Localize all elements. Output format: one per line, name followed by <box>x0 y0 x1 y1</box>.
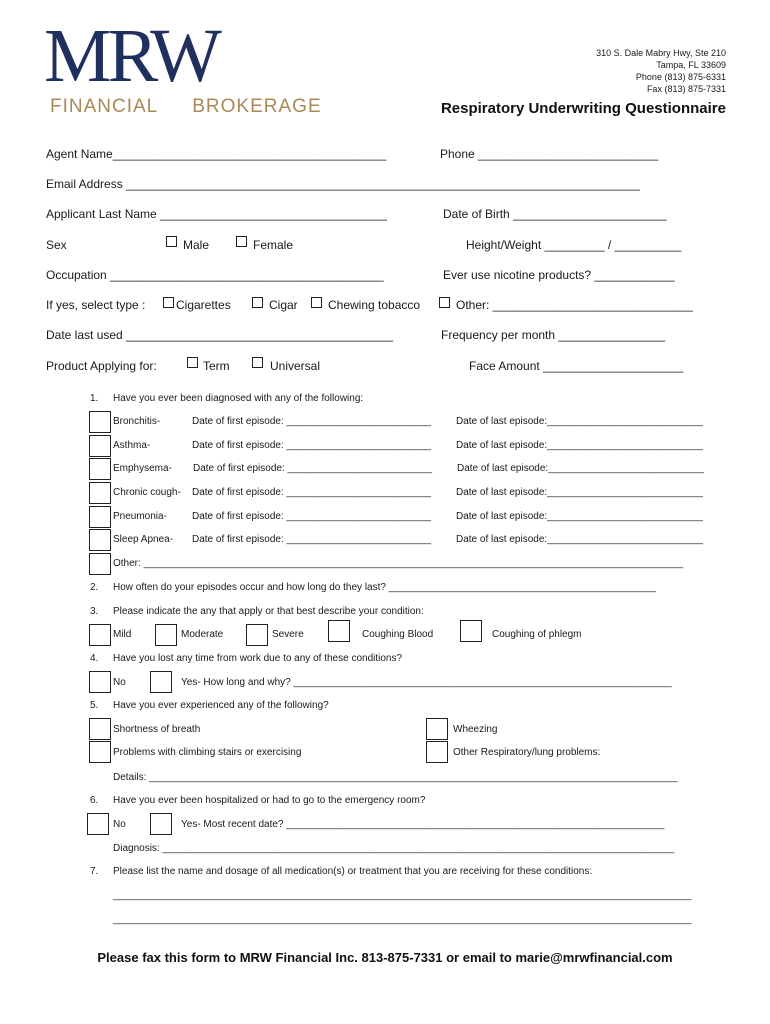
phone-field[interactable]: Phone ___________________________ <box>440 147 659 161</box>
height-weight-field[interactable]: Height/Weight _________ / __________ <box>466 238 682 252</box>
q6-number: 6. <box>90 795 99 806</box>
q4-no-label: No <box>113 677 126 688</box>
q6-text: Have you ever been hospitalized or had to go to the emergency room? <box>113 795 426 806</box>
q5-number: 5. <box>90 700 99 711</box>
chronic-cough-checkbox[interactable] <box>89 482 111 504</box>
q5-text: Have you ever experienced any of the following? <box>113 700 329 711</box>
last-episode-field[interactable]: Date of last episode:____________________________ <box>456 440 703 451</box>
q4-yes-field[interactable]: Yes- How long and why? ____________________________________________________________________ <box>181 677 672 688</box>
bronchitis-checkbox[interactable] <box>89 411 111 433</box>
nicotine-field[interactable]: Ever use nicotine products? ____________ <box>443 268 675 282</box>
q4-yes-checkbox[interactable] <box>150 671 172 693</box>
address-line: Tampa, FL 33609 <box>656 60 726 70</box>
cigarettes-checkbox[interactable] <box>163 297 174 308</box>
q1-text: Have you ever been diagnosed with any of the following: <box>113 393 364 404</box>
last-episode-field[interactable]: Date of last episode:____________________________ <box>457 463 704 474</box>
cigar-label: Cigar <box>269 298 298 312</box>
agent-name-field[interactable]: Agent Name_________________________________________ <box>46 147 387 161</box>
q7-number: 7. <box>90 866 99 877</box>
first-episode-field[interactable]: Date of first episode: __________________________ <box>193 463 433 474</box>
mild-checkbox[interactable] <box>89 624 111 646</box>
condition-label: Chronic cough- <box>113 487 181 498</box>
universal-label: Universal <box>270 359 321 373</box>
mild-label: Mild <box>113 629 132 640</box>
frequency-field[interactable]: Frequency per month ________________ <box>441 328 666 342</box>
applicant-last-name-field[interactable]: Applicant Last Name __________________________________ <box>46 207 387 221</box>
q4-text: Have you lost any time from work due to any of these conditions? <box>113 653 403 664</box>
first-episode-field[interactable]: Date of first episode: __________________________ <box>192 534 432 545</box>
q7-text: Please list the name and dosage of all medication(s) or treatment that you are receiving for these conditions: <box>113 866 593 877</box>
address-phone: Phone (813) 875-6331 <box>635 72 726 82</box>
other-condition-checkbox[interactable] <box>89 553 111 575</box>
product-label: Product Applying for: <box>46 359 157 373</box>
female-label: Female <box>253 238 294 252</box>
coughing-blood-checkbox[interactable] <box>328 620 350 642</box>
severe-checkbox[interactable] <box>246 624 268 646</box>
q4-number: 4. <box>90 653 99 664</box>
moderate-label: Moderate <box>181 629 224 640</box>
company-address <box>596 47 726 95</box>
climbing-stairs-label: Problems with climbing stairs or exercising <box>113 747 302 758</box>
severe-label: Severe <box>272 629 304 640</box>
condition-label: Pneumonia- <box>113 511 167 522</box>
logo-sub-left: FINANCIAL <box>50 96 159 117</box>
last-episode-field[interactable]: Date of last episode:____________________________ <box>456 416 703 427</box>
q2-field[interactable]: How often do your episodes occur and how long do they last? ________________________________________________ <box>113 582 656 593</box>
wheezing-checkbox[interactable] <box>426 718 448 740</box>
male-label: Male <box>183 238 210 252</box>
q7-line-2[interactable]: ________________________________________________________________________________________________________ <box>113 914 692 925</box>
climbing-stairs-checkbox[interactable] <box>89 741 111 763</box>
condition-label: Emphysema- <box>113 463 172 474</box>
chewing-tobacco-checkbox[interactable] <box>311 297 322 308</box>
term-checkbox[interactable] <box>187 357 198 368</box>
footer-instructions: Please fax this form to MRW Financial Inc. 813-875-7331 or email to marie@mrwfinancial.com <box>97 950 673 965</box>
shortness-breath-label: Shortness of breath <box>113 724 201 735</box>
logo-mark: MRW <box>44 14 218 98</box>
moderate-checkbox[interactable] <box>155 624 177 646</box>
address-fax: Fax (813) 875-7331 <box>646 84 726 94</box>
dob-field[interactable]: Date of Birth _______________________ <box>443 207 667 221</box>
other-respiratory-checkbox[interactable] <box>426 741 448 763</box>
emphysema-checkbox[interactable] <box>89 458 111 480</box>
form-title: Respiratory Underwriting Questionnaire <box>440 100 726 117</box>
first-episode-field[interactable]: Date of first episode: __________________________ <box>192 416 432 427</box>
first-episode-field[interactable]: Date of first episode: __________________________ <box>192 487 432 498</box>
q6-no-label: No <box>113 819 126 830</box>
last-episode-field[interactable]: Date of last episode:____________________________ <box>456 487 703 498</box>
last-episode-field[interactable]: Date of last episode:____________________________ <box>456 511 703 522</box>
cigarettes-label: Cigarettes <box>176 298 231 312</box>
condition-label: Bronchitis- <box>113 416 161 427</box>
q7-line-1[interactable]: ________________________________________________________________________________________________________ <box>113 890 692 901</box>
pneumonia-checkbox[interactable] <box>89 506 111 528</box>
other-type-checkbox[interactable] <box>439 297 450 308</box>
q1-number: 1. <box>90 393 99 404</box>
address-line: 310 S. Dale Mabry Hwy, Ste 210 <box>596 48 726 58</box>
universal-checkbox[interactable] <box>252 357 263 368</box>
last-episode-field[interactable]: Date of last episode:____________________________ <box>456 534 703 545</box>
chewing-tobacco-label: Chewing tobacco <box>328 298 421 312</box>
email-field[interactable]: Email Address _____________________________________________________________________________ <box>46 177 640 191</box>
date-last-used-field[interactable]: Date last used ________________________________________ <box>46 328 393 342</box>
coughing-blood-label: Coughing Blood <box>362 629 434 640</box>
sleep-apnea-checkbox[interactable] <box>89 529 111 551</box>
wheezing-label: Wheezing <box>453 724 498 735</box>
first-episode-field[interactable]: Date of first episode: __________________________ <box>192 511 432 522</box>
other-type-field[interactable]: Other: ______________________________ <box>456 298 693 312</box>
q6-no-checkbox[interactable] <box>87 813 109 835</box>
logo-sub-right: BROKERAGE <box>192 96 322 117</box>
occupation-field[interactable]: Occupation _________________________________________ <box>46 268 384 282</box>
shortness-breath-checkbox[interactable] <box>89 718 111 740</box>
asthma-checkbox[interactable] <box>89 435 111 457</box>
first-episode-field[interactable]: Date of first episode: __________________________ <box>192 440 432 451</box>
sex-label: Sex <box>46 238 67 252</box>
q6-yes-checkbox[interactable] <box>150 813 172 835</box>
q6-diagnosis-field[interactable]: Diagnosis: ____________________________________________________________________________________________ <box>113 843 675 854</box>
other-condition-field[interactable]: Other: _________________________________________________________________________________________________ <box>113 558 684 569</box>
cigar-checkbox[interactable] <box>252 297 263 308</box>
coughing-phlegm-label: Coughing of phlegm <box>492 629 582 640</box>
logo-subtitle <box>50 96 322 118</box>
female-checkbox[interactable] <box>236 236 247 247</box>
face-amount-field[interactable]: Face Amount _____________________ <box>469 359 684 373</box>
condition-label: Asthma- <box>113 440 151 451</box>
male-checkbox[interactable] <box>166 236 177 247</box>
q6-yes-field[interactable]: Yes- Most recent date? ____________________________________________________________________ <box>181 819 665 830</box>
q2-number: 2. <box>90 582 99 593</box>
q3-text: Please indicate the any that apply or that best describe your condition: <box>113 606 424 617</box>
q3-number: 3. <box>90 606 99 617</box>
term-label: Term <box>203 359 230 373</box>
q4-no-checkbox[interactable] <box>89 671 111 693</box>
coughing-phlegm-checkbox[interactable] <box>460 620 482 642</box>
other-respiratory-label: Other Respiratory/lung problems: <box>453 747 601 758</box>
condition-label: Sleep Apnea- <box>113 534 174 545</box>
q5-details-field[interactable]: Details: _______________________________________________________________________________________________ <box>113 772 678 783</box>
nicotine-type-label: If yes, select type : <box>46 298 146 312</box>
